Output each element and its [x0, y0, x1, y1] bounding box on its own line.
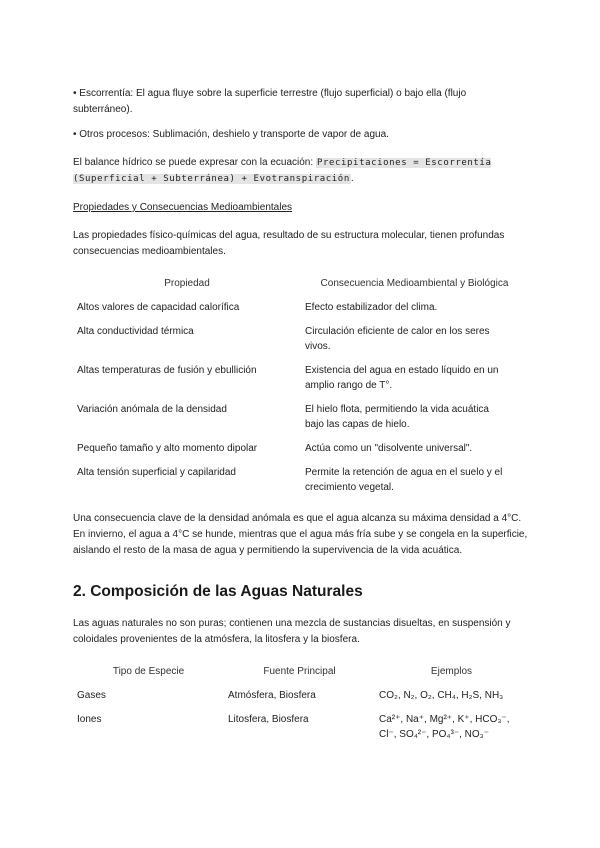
section-heading-propiedades [73, 200, 528, 216]
property-cell: Alta conductividad térmica [77, 326, 194, 337]
bullet-escorrentia [73, 86, 528, 118]
consequence-cell: Existencia del agua en estado líquido en un amplio rango de T°. [305, 365, 499, 391]
table-row [73, 712, 528, 751]
section-heading-text: Propiedades y Consecuencias Medioambientales [73, 202, 293, 213]
section2-title: 2. Composición de las Aguas Naturales [73, 583, 363, 600]
balance-suffix: . [350, 173, 354, 184]
balance-paragraph [73, 155, 528, 187]
source-cell: Atmósfera, Biosfera [228, 690, 316, 701]
consequence-cell: Permite la retención de agua en el suelo y el crecimiento vegetal. [305, 467, 503, 493]
consequence-cell: Actúa como un "disolvente universal". [305, 443, 473, 454]
header-consecuencia: Consecuencia Medioambiental y Biológica [320, 278, 509, 289]
bullet-otros-procesos [73, 127, 528, 143]
examples-cell: Ca²⁺, Na⁺, Mg²⁺, K⁺, HCO₃⁻, Cl⁻, SO₄²⁻, PO₄³⁻, NO₃⁻ [379, 714, 510, 740]
property-cell: Altas temperaturas de fusión y ebullición [77, 365, 257, 376]
species-type-cell: Gases [77, 690, 106, 701]
species-type-cell: Iones [77, 714, 102, 725]
consequence-cell: Efecto estabilizador del clima. [305, 302, 438, 313]
property-cell: Alta tensión superficial y capilaridad [77, 467, 236, 478]
header-fuente: Fuente Principal [263, 666, 336, 677]
table-row [73, 441, 528, 465]
source-cell: Litosfera, Biosfera [228, 714, 309, 725]
table-row [73, 324, 528, 363]
bullet-label: • Escorrentía: [73, 88, 134, 99]
table-row [73, 688, 528, 712]
property-cell: Altos valores de capacidad calorífica [77, 302, 240, 313]
density-paragraph: Una consecuencia clave de la densidad anómala es que el agua alcanza su máxima densidad a 4°C. En invierno, el agua a 4°C se hunde, mientras que el agua más fría sube y se congela en la superficie, aislando el resto de la masa de agua y permitiendo la supervivencia de la vida acuática. [73, 513, 528, 556]
header-tipo: Tipo de Especie [112, 666, 185, 677]
bullet-text: El agua fluye sobre la superficie terrestre (flujo superficial) o bajo ella (flujo subterráneo). [73, 88, 467, 115]
consequence-cell: El hielo flota, permitiendo la vida acuática bajo las capas de hielo. [305, 404, 489, 430]
table-row [73, 465, 528, 504]
properties-table [73, 276, 528, 504]
section1-intro: Las propiedades físico-químicas del agua, resultado de su estructura molecular, tienen profundas consecuencias medioambientales. [73, 230, 505, 257]
header-propiedad: Propiedad [164, 278, 210, 289]
property-cell: Pequeño tamaño y alto momento dipolar [77, 443, 258, 454]
consequence-cell: Circulación eficiente de calor en los seres vivos. [305, 326, 490, 352]
balance-prefix: El balance hídrico se puede expresar con la ecuación: [73, 157, 316, 168]
table-header-row [73, 276, 528, 300]
species-table [73, 664, 528, 751]
header-ejemplos: Ejemplos [430, 666, 473, 677]
bullet-label: • Otros procesos: [73, 129, 150, 140]
table-row [73, 402, 528, 441]
table-row [73, 363, 528, 402]
bullet-text: Sublimación, deshielo y transporte de vapor de agua. [149, 129, 389, 140]
table-header-row [73, 664, 528, 688]
section2-intro: Las aguas naturales no son puras; contienen una mezcla de sustancias disueltas, en suspensión y coloidales provenientes de la atmósfera, la litosfera y la biosfera. [73, 618, 511, 645]
balance-equation: Precipitaciones = Escorrentía (Superficial + Subterránea) + Evotranspiración [73, 158, 492, 184]
table-row [73, 300, 528, 324]
property-cell: Variación anómala de la densidad [77, 404, 227, 415]
examples-cell: CO₂, N₂, O₂, CH₄, H₂S, NH₃ [379, 690, 504, 701]
